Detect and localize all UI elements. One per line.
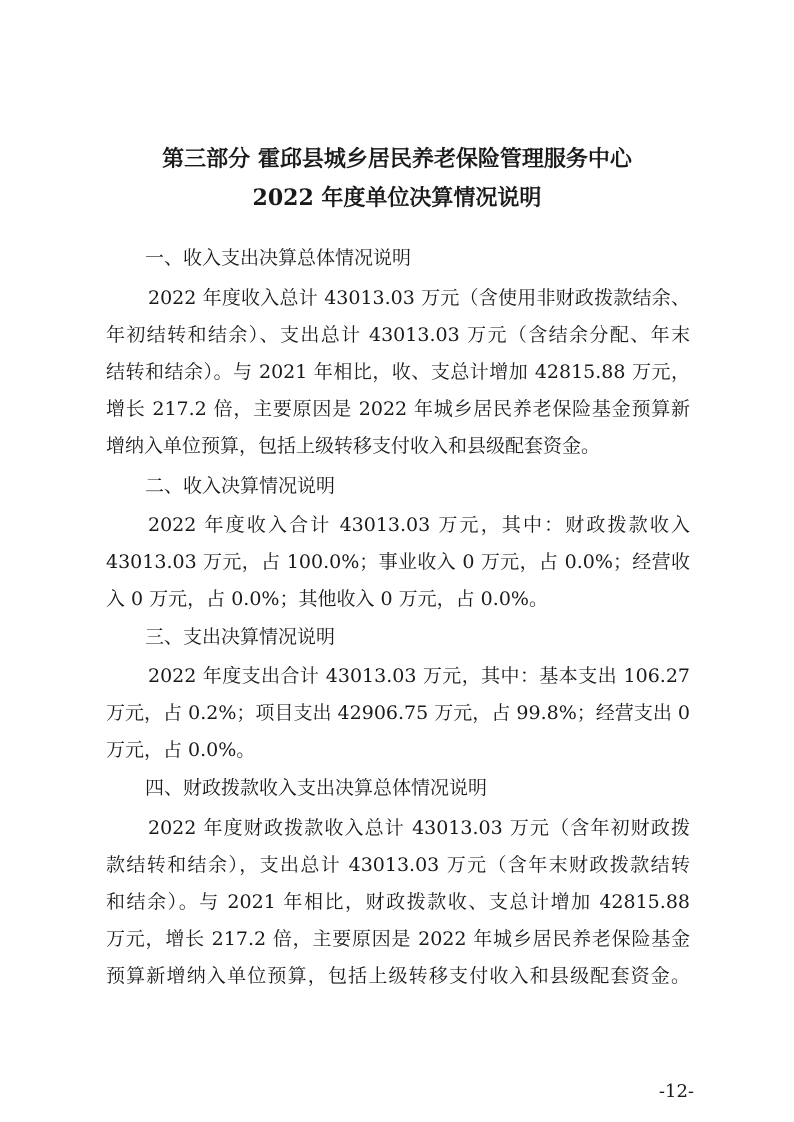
section-heading-3: 三、支出决算情况说明 <box>145 626 336 648</box>
section-heading-1: 一、收入支出决算总体情况说明 <box>145 247 412 269</box>
paragraph-line: 万元，占 0.2%；项目支出 42906.75 万元，占 99.8%；经营支出 0 <box>106 702 690 724</box>
paragraph-line: 增长 217.2 倍，主要原因是 2022 年城乡居民养老保险基金预算新 <box>106 398 690 420</box>
document-title-line-2: 2022 年度单位决算情况说明 <box>252 185 542 211</box>
paragraph-line: 结转和结余）。与 2021 年相比，收、支总计增加 42815.88 万元， <box>106 361 690 383</box>
section-heading-2: 二、收入决算情况说明 <box>145 475 336 497</box>
section-heading-4: 四、财政拨款收入支出决算总体情况说明 <box>145 777 488 799</box>
paragraph-line: 万元，占 0.0%。 <box>106 739 256 761</box>
paragraph-line: 2022 年度收入合计 43013.03 万元，其中：财政拨款收入 <box>148 514 690 536</box>
paragraph-line: 预算新增纳入单位预算，包括上级转移支付收入和县级配套资金。 <box>106 965 690 987</box>
paragraph-line: 年初结转和结余）、支出总计 43013.03 万元（含结余分配、年末 <box>106 324 690 346</box>
paragraph-line: 2022 年度收入总计 43013.03 万元（含使用非财政拨款结余、 <box>148 287 690 309</box>
paragraph-line: 入 0 万元，占 0.0%；其他收入 0 万元，占 0.0%。 <box>106 588 548 610</box>
document-title-line-1: 第三部分 霍邱县城乡居民养老保险管理服务中心 <box>162 146 632 172</box>
paragraph-line: 款结转和结余），支出总计 43013.03 万元（含年末财政拨款结转 <box>106 854 690 876</box>
paragraph-line: 增纳入单位预算，包括上级转移支付收入和县级配套资金。 <box>106 435 601 457</box>
paragraph-line: 43013.03 万元，占 100.0%；事业收入 0 万元，占 0.0%；经营收 <box>106 551 690 573</box>
paragraph-line: 2022 年度支出合计 43013.03 万元，其中：基本支出 106.27 <box>148 665 690 687</box>
page-number: -12- <box>658 1081 694 1102</box>
paragraph-line: 2022 年度财政拨款收入总计 43013.03 万元（含年初财政拨 <box>148 817 690 839</box>
paragraph-line: 和结余）。与 2021 年相比，财政拨款收、支总计增加 42815.88 <box>106 891 690 913</box>
paragraph-line: 万元，增长 217.2 倍，主要原因是 2022 年城乡居民养老保险基金 <box>106 928 690 950</box>
